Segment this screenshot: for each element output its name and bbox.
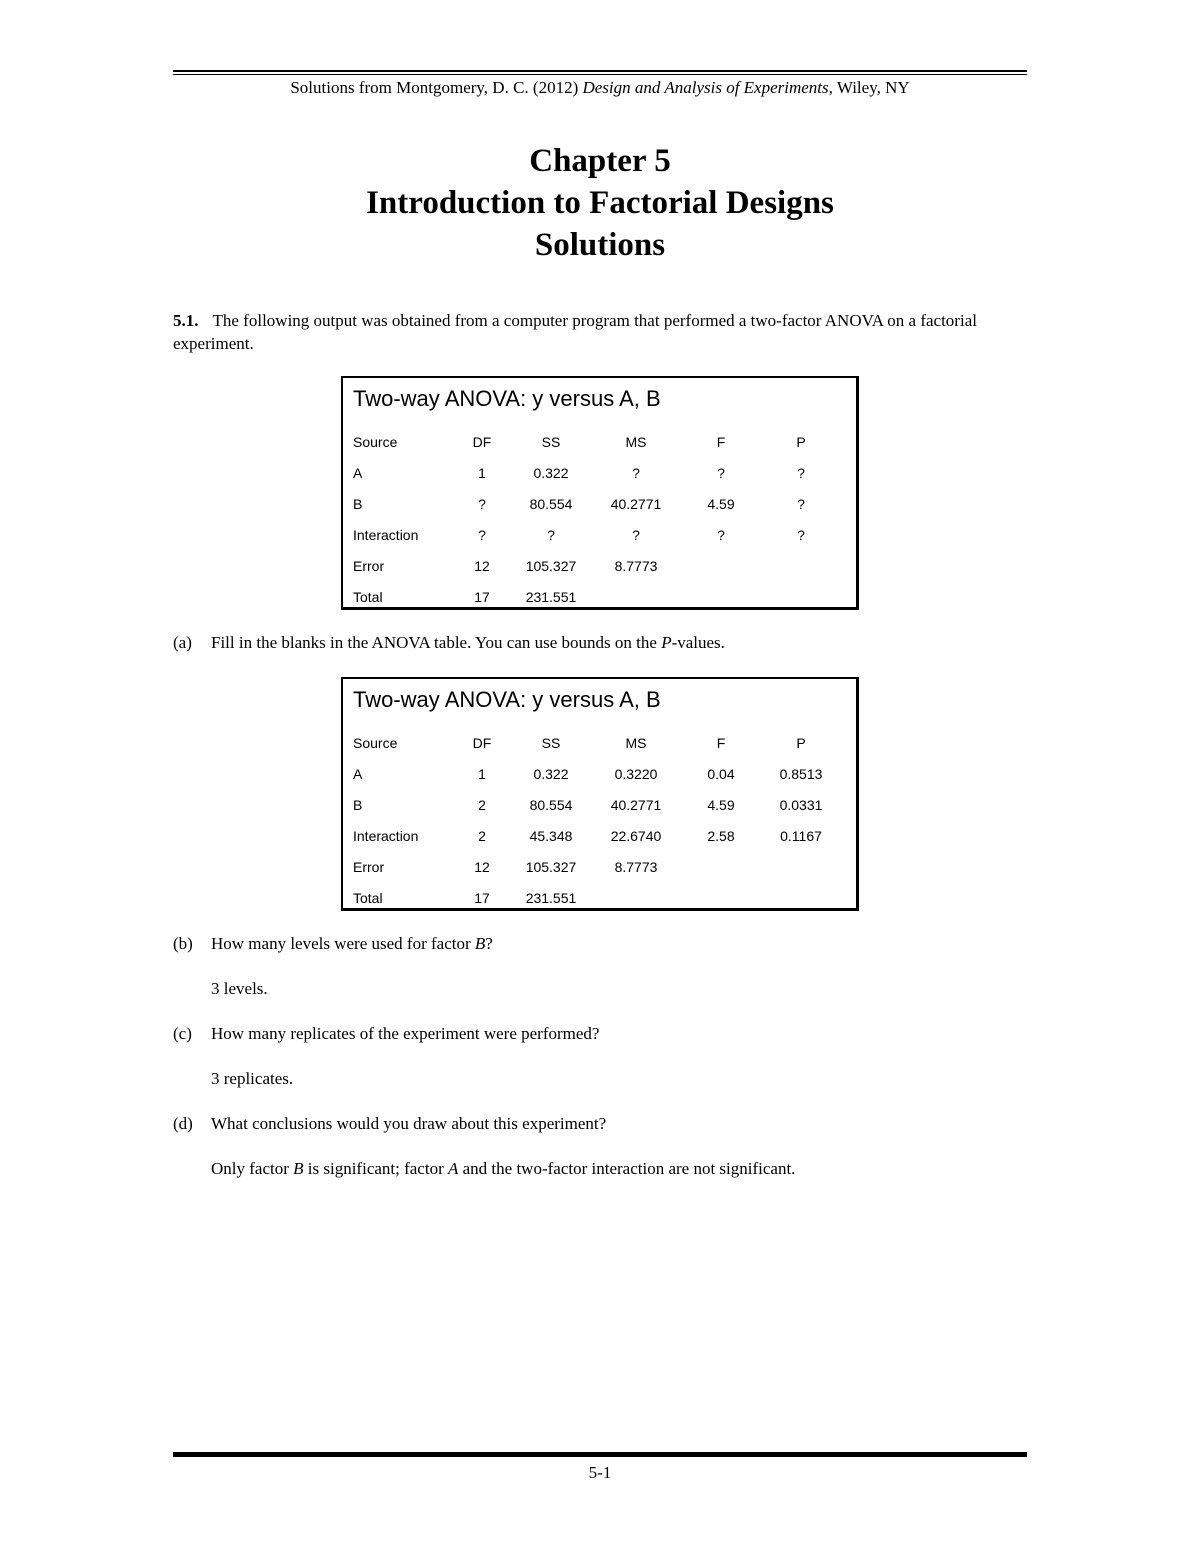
table-cell: A: [353, 765, 363, 782]
table-row: [353, 519, 841, 550]
table-cell: 17: [474, 588, 490, 605]
col-header-ss: SS: [541, 433, 561, 450]
question-text: How many levels were used for factor: [211, 934, 475, 953]
anova-table-question: [341, 376, 859, 610]
question-text-tail: -values.: [671, 633, 725, 652]
anova-grid: [353, 727, 841, 913]
question-a: [173, 633, 1027, 653]
table-cell: 17: [474, 889, 490, 906]
anova-header-row: [353, 727, 841, 758]
table-cell: [761, 550, 841, 581]
anova-grid: [353, 426, 841, 612]
table-cell: ?: [632, 464, 640, 481]
table-cell: 0.322: [533, 464, 569, 481]
table-cell: B: [353, 796, 363, 813]
table-cell: ?: [547, 526, 555, 543]
table-cell: 8.7773: [614, 557, 658, 574]
header-rule: [173, 70, 1027, 75]
table-cell: 0.0331: [779, 796, 823, 813]
table-cell: 1: [478, 464, 486, 481]
table-cell: ?: [478, 495, 486, 512]
table-cell: [761, 851, 841, 882]
table-cell: 1: [478, 765, 486, 782]
question-text: Fill in the blanks in the ANOVA table. You can use bounds on the: [211, 633, 662, 652]
col-header-ms: MS: [625, 734, 647, 751]
answer-text: is significant; factor: [303, 1159, 448, 1178]
table-cell: 0.8513: [779, 765, 823, 782]
table-cell: ?: [797, 526, 805, 543]
question-label: (b): [173, 934, 193, 953]
table-cell: 8.7773: [614, 858, 658, 875]
question-text-tail: ?: [485, 934, 493, 953]
table-row: [353, 882, 841, 913]
col-header-ms: MS: [625, 433, 647, 450]
italic-symbol: P: [661, 633, 672, 652]
problem-text: The following output was obtained from a computer program that performed a two-factor ANOVA on a factorial experiment.: [173, 311, 977, 353]
table-cell: 105.327: [525, 858, 577, 875]
answer-c: 3 replicates.: [211, 1069, 294, 1088]
footer-rule: [173, 1452, 1027, 1457]
table-row: [353, 457, 841, 488]
table-row: [353, 581, 841, 612]
answer-d: [211, 1159, 795, 1179]
table-row: [353, 789, 841, 820]
question-d: [173, 1114, 1027, 1134]
header-prefix: Solutions from Montgomery, D. C. (2012): [290, 78, 583, 97]
table-cell: ?: [797, 464, 805, 481]
table-cell: [681, 581, 761, 612]
anova-title: Two-way ANOVA: y versus A, B: [353, 386, 661, 411]
answer-text: and the two-factor interaction are not significant.: [458, 1159, 796, 1178]
table-cell: ?: [797, 495, 805, 512]
table-cell: [591, 882, 681, 913]
italic-symbol: B: [474, 934, 486, 953]
table-cell: ?: [632, 526, 640, 543]
anova-title: Two-way ANOVA: y versus A, B: [353, 687, 661, 712]
table-cell: 22.6740: [610, 827, 662, 844]
question-text: What conclusions would you draw about this experiment?: [211, 1114, 607, 1133]
table-cell: ?: [717, 526, 725, 543]
table-cell: [761, 882, 841, 913]
table-cell: A: [353, 464, 363, 481]
table-cell: [681, 882, 761, 913]
table-cell: 12: [474, 858, 490, 875]
anova-table-answer: [341, 677, 859, 911]
chapter-subtitle: Solutions: [534, 227, 666, 263]
table-cell: 105.327: [525, 557, 577, 574]
col-header-df: DF: [472, 433, 492, 450]
col-header-source: Source: [353, 433, 398, 450]
anova-header-row: [353, 426, 841, 457]
table-cell: 80.554: [529, 796, 573, 813]
table-cell: Error: [353, 557, 385, 574]
table-row: [353, 758, 841, 789]
header-book-title: Design and Analysis of Experiments: [582, 78, 829, 97]
table-cell: [761, 581, 841, 612]
italic-symbol: A: [448, 1159, 459, 1178]
table-cell: B: [353, 495, 363, 512]
table-cell: Total: [353, 588, 383, 605]
question-c: [173, 1024, 1027, 1044]
header-suffix: , Wiley, NY: [828, 78, 910, 97]
answer-text: Only factor: [211, 1159, 294, 1178]
table-cell: Interaction: [353, 827, 419, 844]
italic-symbol: B: [293, 1159, 304, 1178]
question-label: (d): [173, 1114, 193, 1133]
question-label: (a): [173, 633, 192, 652]
problem-statement: [173, 309, 1027, 355]
table-cell: 2.58: [707, 827, 735, 844]
table-cell: 0.1167: [780, 827, 822, 844]
table-cell: 40.2771: [610, 495, 662, 512]
table-cell: 2: [478, 796, 486, 813]
table-cell: 231.551: [525, 889, 577, 906]
col-header-p: P: [796, 734, 806, 751]
table-cell: 4.59: [707, 495, 735, 512]
table-cell: 0.322: [533, 765, 569, 782]
table-cell: 80.554: [529, 495, 573, 512]
chapter-name: Introduction to Factorial Designs: [366, 185, 834, 221]
answer-b: 3 levels.: [211, 979, 268, 998]
table-cell: [681, 550, 761, 581]
chapter-number: Chapter 5: [529, 143, 671, 179]
problem-number: 5.1.: [173, 311, 199, 330]
table-cell: ?: [478, 526, 486, 543]
col-header-source: Source: [353, 734, 398, 751]
table-cell: 45.348: [529, 827, 573, 844]
table-cell: Error: [353, 858, 385, 875]
table-cell: 231.551: [525, 588, 577, 605]
table-cell: Total: [353, 889, 383, 906]
table-cell: 0.3220: [614, 765, 658, 782]
table-cell: 40.2771: [610, 796, 662, 813]
col-header-f: F: [716, 734, 726, 751]
col-header-f: F: [716, 433, 726, 450]
table-cell: [591, 581, 681, 612]
table-cell: 4.59: [707, 796, 735, 813]
table-row: [353, 820, 841, 851]
col-header-p: P: [796, 433, 806, 450]
table-cell: ?: [717, 464, 725, 481]
table-row: [353, 550, 841, 581]
table-cell: 12: [474, 557, 490, 574]
col-header-ss: SS: [541, 734, 561, 751]
question-label: (c): [173, 1024, 192, 1043]
table-cell: [681, 851, 761, 882]
col-header-df: DF: [472, 734, 492, 751]
question-b: [173, 934, 1027, 954]
running-header: [173, 78, 1027, 98]
chapter-title: [173, 140, 1027, 266]
question-text: How many replicates of the experiment were performed?: [211, 1024, 600, 1043]
table-row: [353, 851, 841, 882]
page-number: 5-1: [588, 1463, 612, 1482]
table-cell: Interaction: [353, 526, 419, 543]
table-cell: 2: [478, 827, 486, 844]
table-cell: 0.04: [707, 765, 735, 782]
table-row: [353, 488, 841, 519]
